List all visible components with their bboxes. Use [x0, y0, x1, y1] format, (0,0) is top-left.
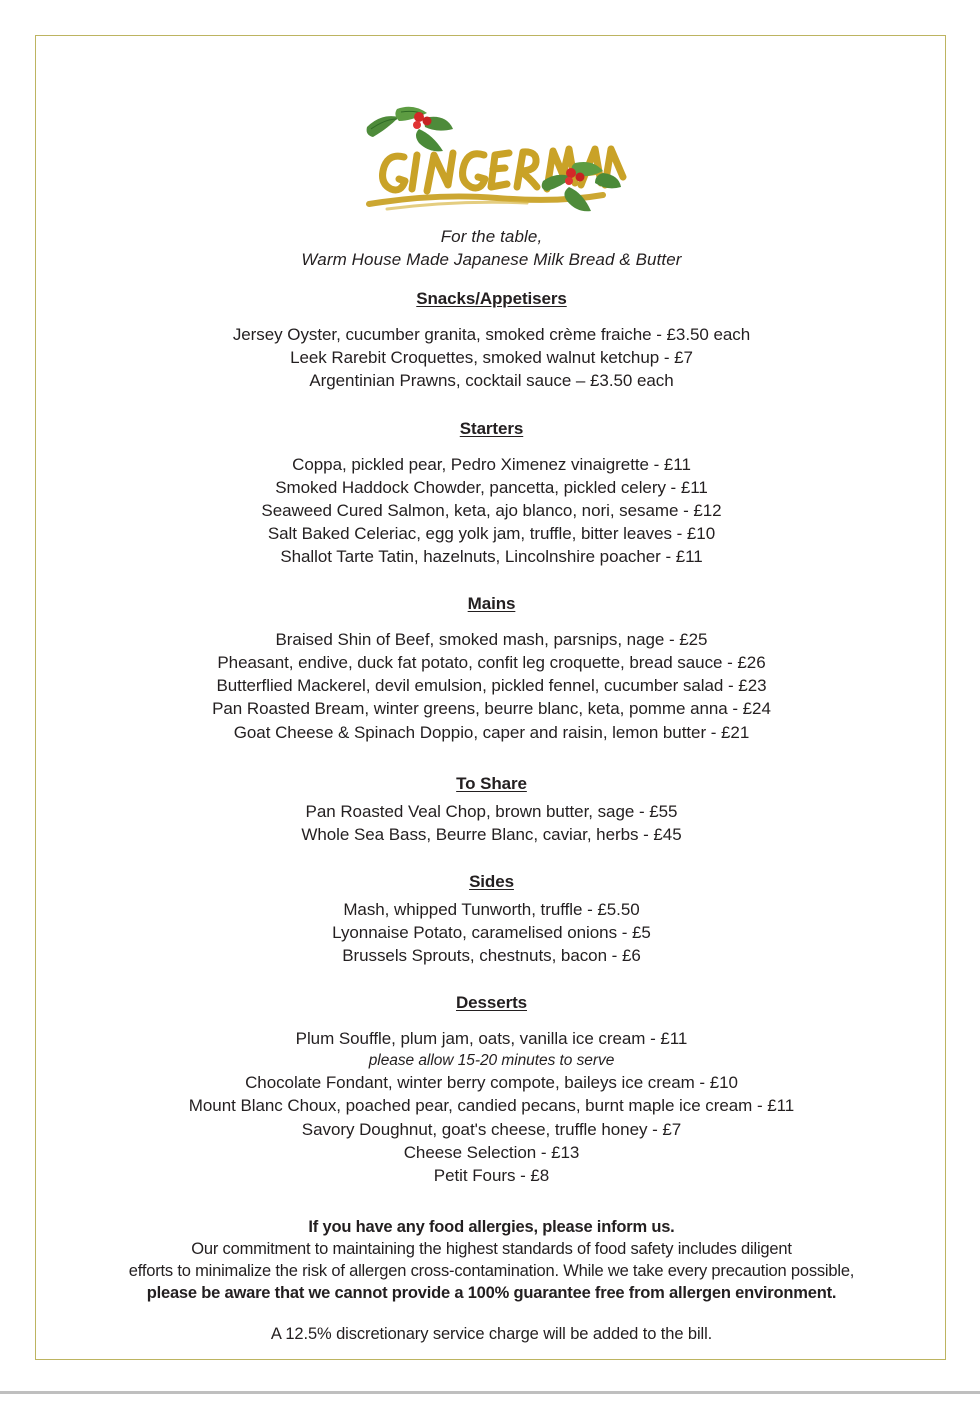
allergy-line-4: please be aware that we cannot provide a 100% guarantee free from allergen environment. [146, 1283, 837, 1302]
menu-item: Seaweed Cured Salmon, keta, ajo blanco, nori, sesame - £12 [261, 500, 722, 520]
menu-item: Braised Shin of Beef, smoked mash, parsnips, nage - £25 [275, 630, 708, 650]
section-desserts [36, 993, 947, 1187]
allergy-line-1: If you have any food allergies, please inform us. [308, 1217, 675, 1236]
allergy-line-3: efforts to minimalize the risk of allergen cross-contamination. While we take every precaution possible, [128, 1261, 855, 1280]
section-items [36, 323, 947, 392]
menu-item: Pan Roasted Bream, winter greens, beurre blanc, keta, pomme anna - £24 [212, 699, 771, 719]
section-items [36, 453, 947, 569]
section-heading: Mains [467, 594, 516, 614]
intro-line-1: For the table, [440, 227, 543, 246]
section-heading: Sides [469, 871, 514, 891]
menu-item: Smoked Haddock Chowder, pancetta, pickled celery - £11 [275, 477, 708, 497]
section-heading: Desserts [455, 993, 528, 1013]
for-the-table-intro [36, 226, 947, 271]
menu-item: Goat Cheese & Spinach Doppio, caper and raisin, lemon butter - £21 [233, 722, 750, 742]
service-charge-note: A 12.5% discretionary service charge will be added to the bill. [270, 1324, 713, 1343]
gingerman-logo-svg [357, 99, 627, 219]
menu-item: Mash, whipped Tunworth, truffle - £5.50 [343, 899, 640, 919]
section-items [36, 800, 947, 846]
section-sides [36, 872, 947, 967]
holly-top-left-icon [366, 106, 452, 151]
menu-content [36, 226, 947, 1344]
menu-item: Shallot Tarte Tatin, hazelnuts, Lincolnshire poacher - £11 [280, 546, 703, 566]
menu-item: Butterflied Mackerel, devil emulsion, pickled fennel, cucumber salad - £23 [216, 676, 767, 696]
section-items [36, 898, 947, 967]
menu-item: Cheese Selection - £13 [403, 1142, 580, 1162]
menu-item: Whole Sea Bass, Beurre Blanc, caviar, herbs - £45 [301, 824, 682, 844]
menu-item: Savory Doughnut, goat's cheese, truffle honey - £7 [301, 1119, 682, 1139]
section-starters [36, 419, 947, 569]
menu-item: Petit Fours - £8 [433, 1165, 550, 1185]
page-bottom-divider [0, 1391, 980, 1394]
menu-item: Jersey Oyster, cucumber granita, smoked crème fraiche - £3.50 each [232, 325, 751, 345]
restaurant-logo [36, 91, 947, 226]
allergy-line-2: Our commitment to maintaining the highest standards of food safety includes diligent [191, 1239, 792, 1258]
section-items [36, 1027, 947, 1187]
section-heading: Starters [459, 418, 524, 438]
section-heading: Snacks/Appetisers [416, 289, 567, 309]
menu-item: Chocolate Fondant, winter berry compote, baileys ice cream - £10 [245, 1073, 738, 1093]
allergy-notice [36, 1217, 947, 1305]
menu-item: Lyonnaise Potato, caramelised onions - £5 [332, 922, 651, 942]
menu-item: Pheasant, endive, duck fat potato, confit leg croquette, bread sauce - £26 [217, 653, 766, 673]
menu-item: Mount Blanc Choux, poached pear, candied pecans, burnt maple ice cream - £11 [188, 1096, 795, 1116]
section-items [36, 628, 947, 744]
section-snacks-appetisers [36, 289, 947, 392]
menu-item: Argentinian Prawns, cocktail sauce – £3.50 each [309, 371, 674, 391]
menu-item: Leek Rarebit Croquettes, smoked walnut ketchup - £7 [290, 348, 693, 368]
menu-item: Pan Roasted Veal Chop, brown butter, sage - £55 [305, 801, 678, 821]
menu-item: Brussels Sprouts, chestnuts, bacon - £6 [342, 946, 641, 966]
section-mains [36, 594, 947, 744]
menu-item: Coppa, pickled pear, Pedro Ximenez vinaigrette - £11 [292, 454, 691, 474]
menu-item: Plum Souffle, plum jam, oats, vanilla ice cream - £11 [295, 1029, 688, 1049]
section-heading: To Share [456, 773, 527, 793]
menu-item-note: please allow 15-20 minutes to serve [368, 1052, 615, 1070]
menu-item: Salt Baked Celeriac, egg yolk jam, truffle, bitter leaves - £10 [267, 523, 716, 543]
section-to-share [36, 774, 947, 846]
intro-line-2: Warm House Made Japanese Milk Bread & Butter [301, 249, 682, 269]
menu-page-frame [35, 35, 946, 1360]
